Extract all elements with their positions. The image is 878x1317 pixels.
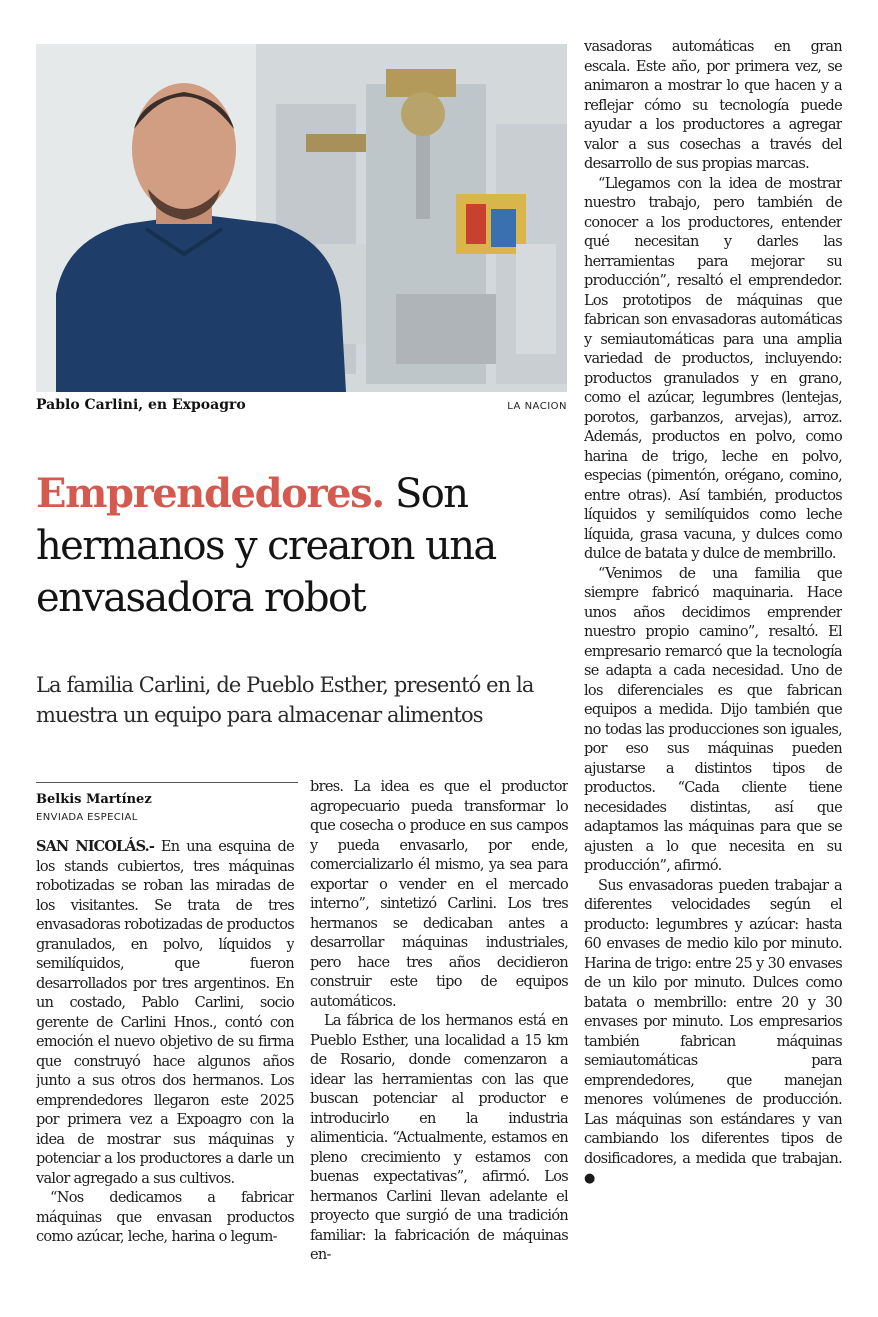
subheadline: La familia Carlini, de Pueblo Esther, presentó en la muestra un equipo para almacenar alimentos	[36, 673, 534, 727]
dateline: SAN NICOLÁS.-	[36, 838, 154, 855]
photo-illustration	[36, 44, 567, 392]
article-paragraph: La fábrica de los hermanos está en Pueblo Esther, una localidad a 15 km de Rosario, donde comenzaron a idear las herramientas con las que buscan potenciar al productor e introducirlo en la industria alimenticia. “Actualmente, estamos en pleno crecimiento y estamos con buenas expectativas”, afirmó. Los hermanos Carlini llevan adelante el proyecto que surgió de una tradición familiar: la fabricación de máquinas en-	[310, 1013, 568, 1263]
article-paragraph: SAN NICOLÁS.- En una esquina de los stands cubiertos, tres máquinas robotizadas se roban las miradas de los visitantes. Se trata de tres envasadoras robotizadas de productos granulados, en polvo, líquidos y semilíquidos, que fueron desarrollados por tres argentinos. En un costado, Pablo Carlini, socio gerente de Carlini Hnos., contó con emoción el nuevo objetivo de su firma que construyó hace algunos años junto a sus otros dos hermanos. Los emprendedores llegaron este 2025 por primera vez a Expoagro con la idea de mostrar sus máquinas y potenciar a los productores a darle un valor agregado a sus cultivos.	[36, 838, 294, 1187]
article-paragraph: “Llegamos con la idea de mostrar nuestro trabajo, pero también de conocer a los productores, entender qué necesitan y darles las herramientas para mejorar su producción”, resaltó el emprendedor. Los prototipos de máquinas que fabrican son envasadoras automáticas y semiautomáticas para una amplia variedad de productos, incluyendo: productos granulados y en grano, como el azúcar, legumbres (lentejas, porotos, garbanzos, arvejas), arroz. Además, productos en polvo, como harina de trigo, leche en polvo, especias (pimentón, orégano, comino, entre otras). Así también, productos líquidos y semilíquidos como leche líquida, grasa vacuna, y dulces como dulce de batata y dulce de membrillo.	[584, 175, 842, 562]
byline-divider	[36, 782, 298, 783]
article-paragraph: Sus envasadoras pueden trabajar a diferentes velocidades según el producto: legumbres y azúcar: hasta 60 envases de medio kilo por minuto. Harina de trigo: entre 25 y 30 envases de un kilo por minuto. Dulces como batata o membrillo: entre 20 y 30 envases por minuto. Los empresarios también fabrican máquinas semiautomáticas para emprendedores, que manejan menores volúmenes de producción. Las máquinas son estándares y van cambiando los diferentes tipos de dosificadores, a medida que trabajan. ●	[584, 877, 842, 1186]
photo-caption-bar	[36, 397, 567, 417]
headline	[36, 468, 576, 624]
article-column-3	[584, 38, 842, 1278]
headline-title: Son hermanos y crearon una envasadora robot	[36, 471, 496, 621]
byline-role: ENVIADA ESPECIAL	[36, 812, 138, 823]
article-photo	[36, 44, 567, 392]
byline-author: Belkis Martínez	[36, 792, 152, 807]
end-mark: ●	[584, 1171, 595, 1186]
article-column-2	[310, 778, 568, 1278]
article-column-1	[36, 837, 294, 1277]
article-paragraph: “Venimos de una familia que siempre fabricó maquinaria. Hace unos años decidimos emprender nuestro propio camino”, resaltó. El empresario remarcó que la tecnología se adapta a cada necesidad. Uno de los diferenciales es que fabrican equipos a medida. Dijo también que no todas las producciones son iguales, por eso sus máquinas pueden ajustarse a distintos tipos de productos. “Cada cliente tiene necesidades distintas, así que adaptamos las máquinas para que se ajusten a lo que necesita en su producción”, afirmó.	[584, 565, 842, 874]
photo-caption: Pablo Carlini, en Expoagro	[36, 397, 246, 413]
article-paragraph: “Nos dedicamos a fabricar máquinas que envasan productos como azúcar, leche, harina o legum-	[36, 1190, 294, 1245]
article-paragraph: vasadoras automáticas en gran escala. Este año, por primera vez, se animaron a mostrar lo que hacen y a reflejar cómo su tecnología puede ayudar a los productores a agregar valor a sus cosechas a través del desarrollo de sus propias marcas.	[584, 39, 842, 172]
headline-kicker: Emprendedores.	[36, 470, 384, 517]
photo-credit: LA NACION	[507, 401, 567, 412]
article-paragraph: bres. La idea es que el productor agropecuario pueda transformar lo que cosecha o produce en sus campos y pueda envasarlo, por ende, comercializarlo él mismo, ya sea para exportar o vender en el mercado interno”, sintetizó Carlini. Los tres hermanos se dedicaban antes a desarrollar máquinas industriales, pero hace tres años decidieron construir este tipo de equipos automáticos.	[310, 779, 568, 1010]
